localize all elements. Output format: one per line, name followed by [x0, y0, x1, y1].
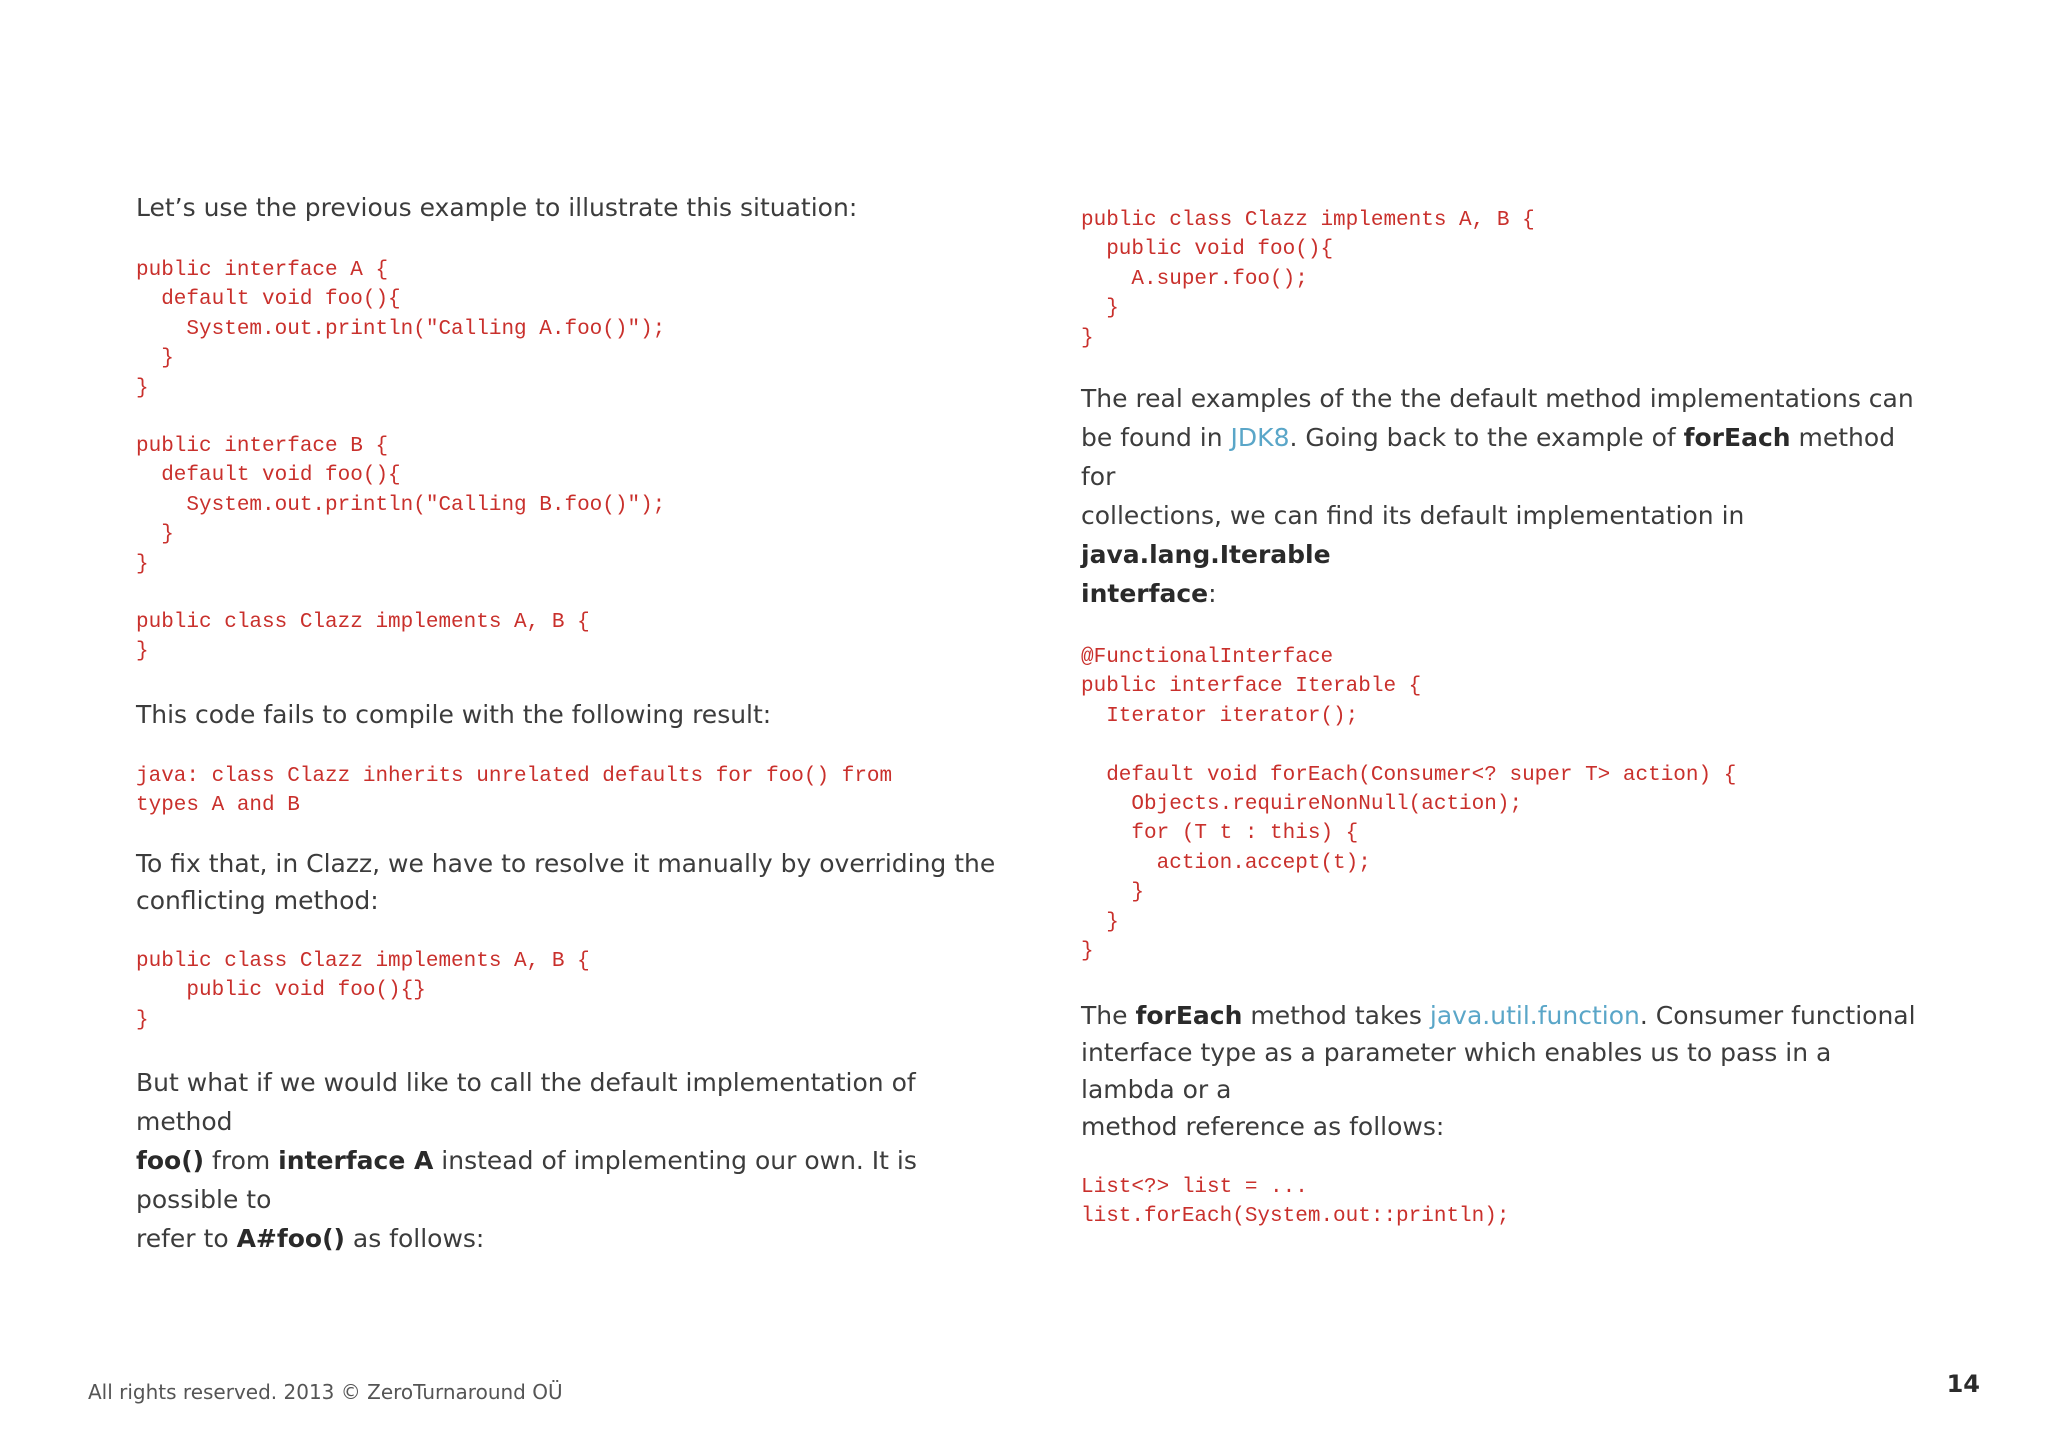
intro-paragraph: Let’s use the previous example to illustrate this situation: [136, 193, 858, 222]
text-segment: . Consumer functional interface type as a parameter which enables us to pass in a lambda or a method reference as follows: [1081, 1000, 1916, 1141]
bold-foreach: forEach [1135, 1000, 1243, 1030]
real-examples-paragraph [1081, 379, 1921, 613]
text-segment: But what if we would like to call the default implementation of method [136, 1067, 916, 1136]
fails-paragraph: This code fails to compile with the following result: [136, 699, 772, 729]
text-segment: method for collections, we can find its default implementation in [1081, 423, 1896, 531]
code-clazz-override: public class Clazz implements A, B { public void foo(){} } [136, 949, 590, 1032]
bold-foo: foo() [136, 1145, 205, 1175]
bold-interface-a: interface A [278, 1145, 434, 1175]
code-compile-error: java: class Clazz inherits unrelated defaults for foo() from types A and B [136, 764, 893, 818]
text-segment: The real examples of the the default method implementations can be found in [1081, 384, 1914, 453]
code-list-foreach: List<?> list = ... list.forEach(System.out::println); [1081, 1175, 1510, 1228]
jdk8-link[interactable]: JDK8 [1230, 423, 1290, 453]
text-segment: method takes [1242, 1000, 1430, 1030]
java-util-function-link[interactable]: java.util.function [1429, 1000, 1640, 1030]
foreach-paragraph [1081, 997, 1921, 1145]
bold-foreach: forEach [1683, 423, 1791, 453]
text-segment: from [204, 1145, 279, 1175]
copyright-footer: All rights reserved. 2013 © ZeroTurnaround OÜ [88, 1380, 563, 1404]
code-interface-a: public interface A { default void foo(){ System.out.println("Calling A.foo()"); } } [136, 259, 666, 400]
code-iterable-interface: @FunctionalInterface public interface Iterable { Iterator iterator(); default void forEach(Consumer<? super T> action) { Objects.requireNonNull(action); for (T t : this) { action.accept(t); } } } [1081, 646, 1737, 964]
text-segment: The [1081, 1000, 1136, 1030]
code-clazz-empty: public class Clazz implements A, B { } [136, 611, 590, 664]
fix-paragraph: To fix that, in Clazz, we have to resolve it manually by overriding the conflicting method: [136, 848, 996, 915]
text-segment: as follows: [344, 1223, 485, 1253]
code-clazz-super-call: public class Clazz implements A, B { public void foo(){ A.super.foo(); } } [1081, 209, 1535, 350]
code-interface-b: public interface B { default void foo(){ System.out.println("Calling B.foo()"); } } [136, 435, 666, 576]
right-column [1081, 206, 1921, 1231]
default-call-paragraph [136, 1063, 996, 1258]
text-segment: instead of implementing our own. It is possible to refer to [136, 1145, 917, 1253]
bold-iterable-interface: java.lang.Iterable interface [1081, 540, 1331, 609]
left-column [136, 188, 996, 1258]
page-number: 14 [1946, 1370, 1980, 1398]
text-segment: . Going back to the example of [1289, 423, 1684, 453]
bold-a-foo: A#foo() [236, 1223, 345, 1253]
text-segment: : [1208, 579, 1217, 609]
